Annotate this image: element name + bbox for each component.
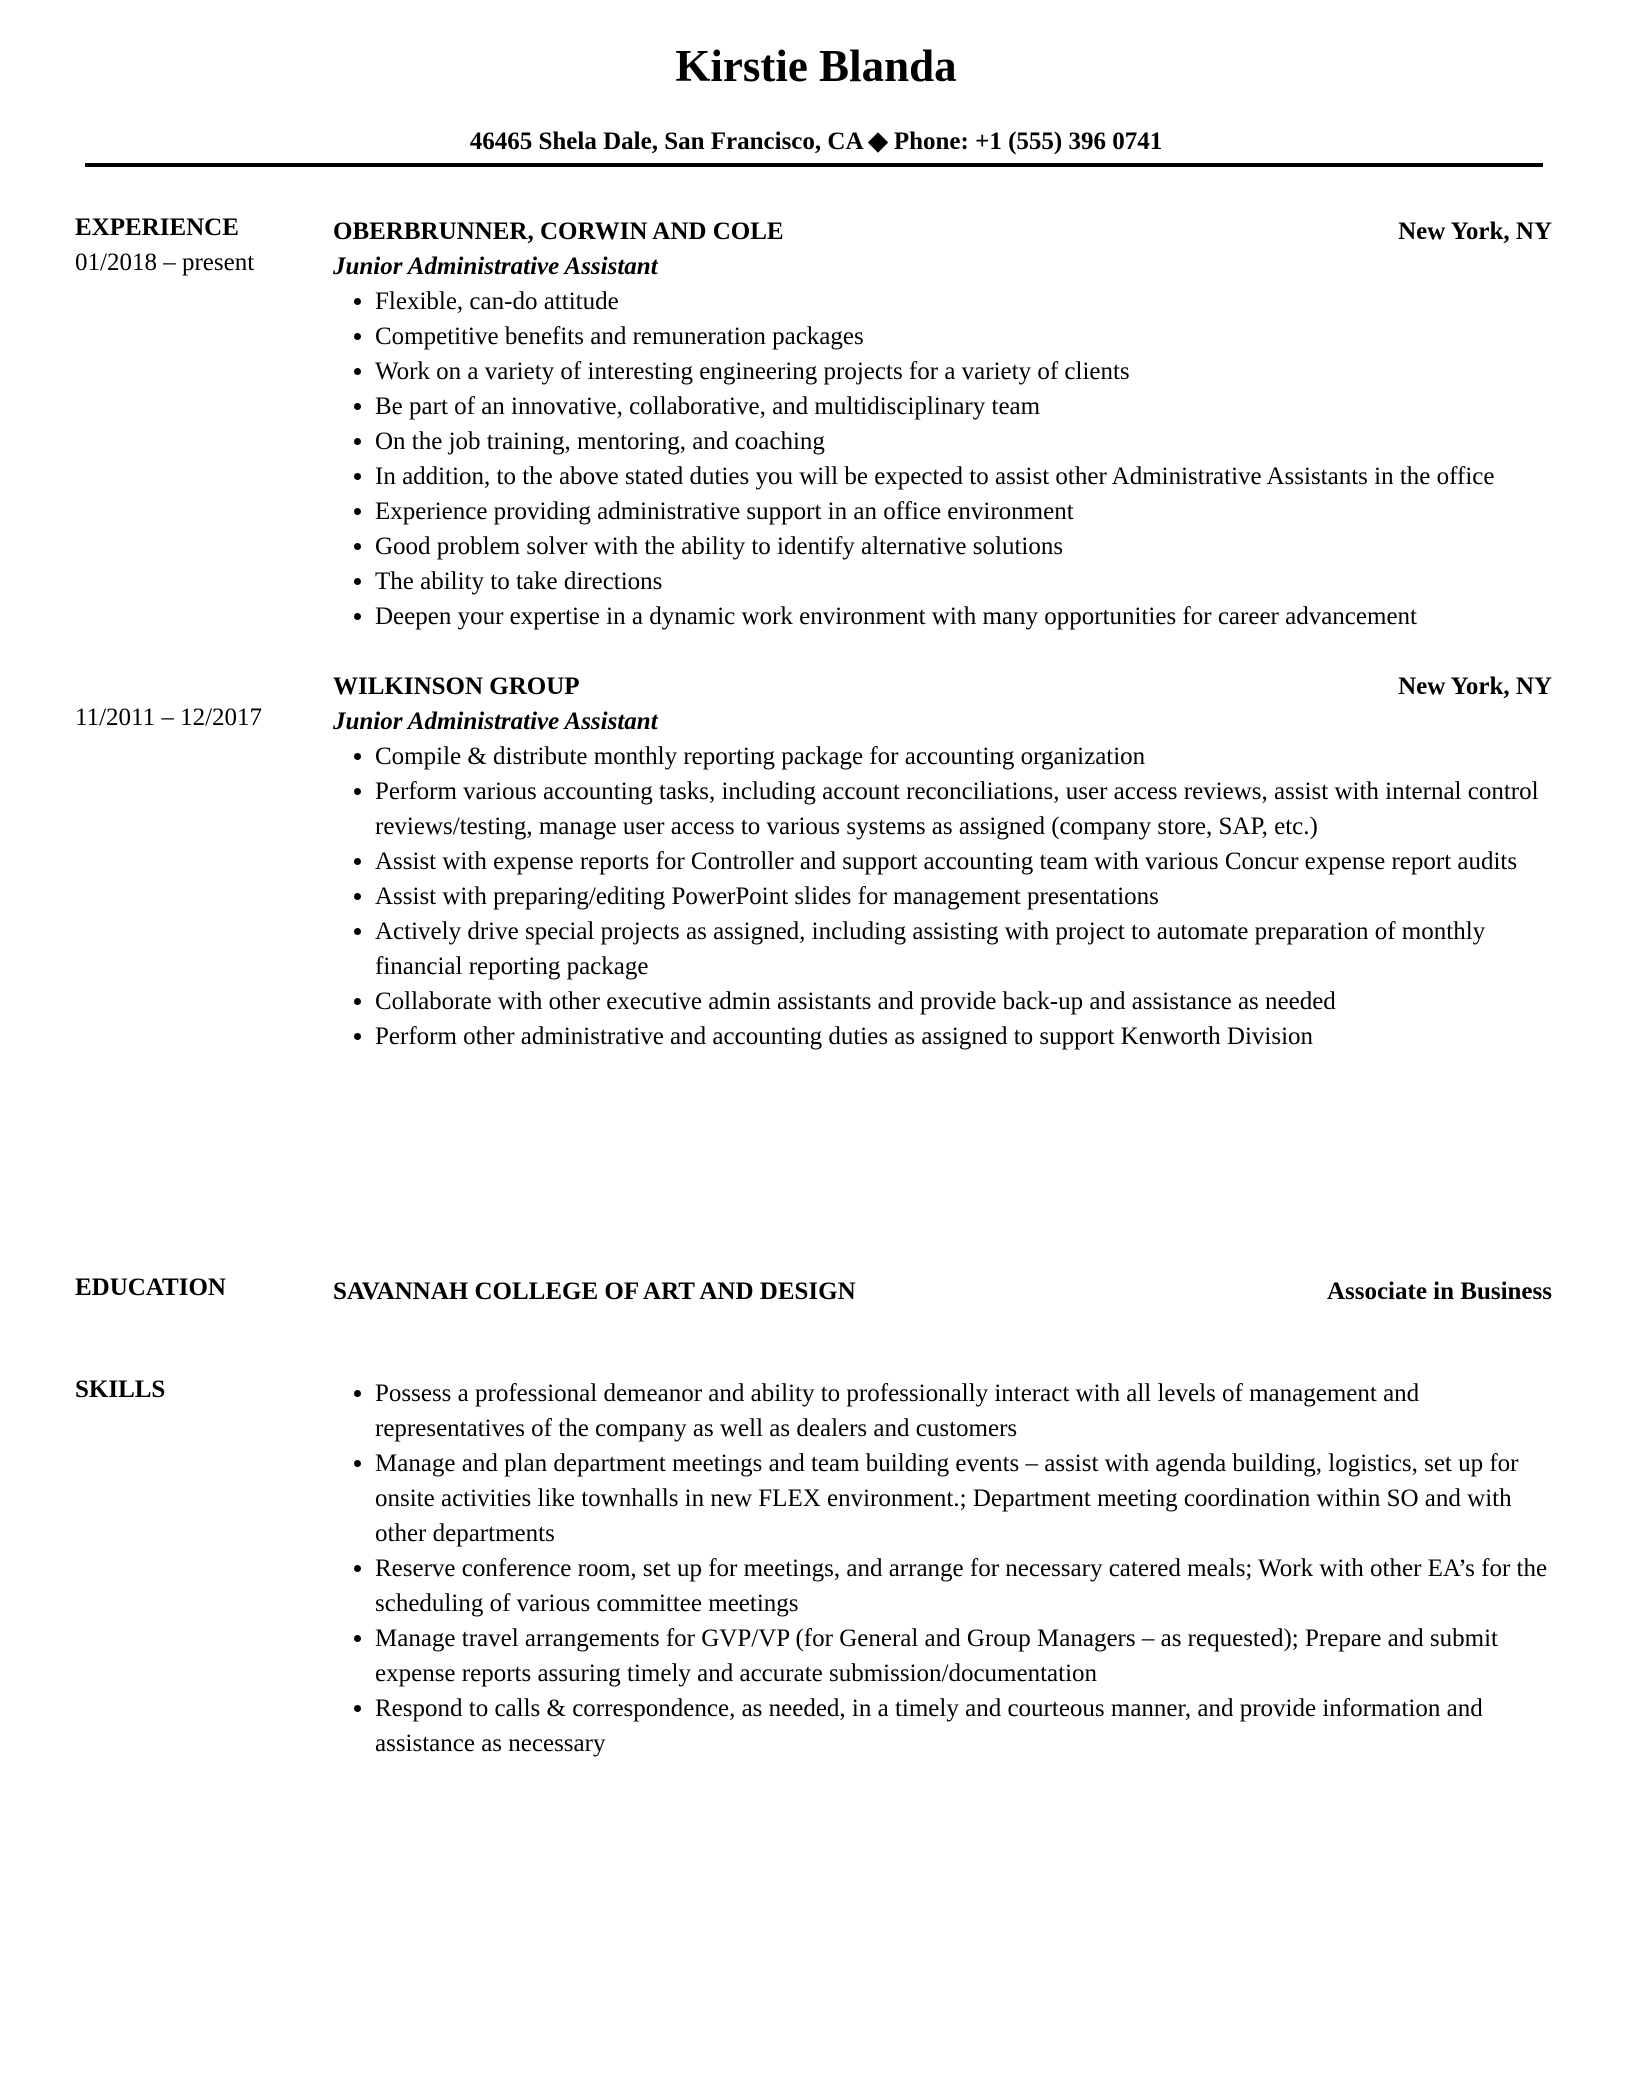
company-name: WILKINSON GROUP [333, 673, 580, 700]
bullet-item: • Competitive benefits and remuneration packages [375, 319, 1552, 354]
bullet-item: • Actively drive special projects as assigned, including assisting with project to automate preparation of monthly financial reporting package [375, 914, 1552, 984]
bullet-item: • Good problem solver with the ability to identify alternative solutions [375, 529, 1552, 564]
experience-entry [75, 214, 1552, 634]
section-label: EXPERIENCE [75, 214, 239, 241]
degree: Associate in Business [1326, 1278, 1552, 1305]
company-name: OBERBRUNNER, CORWIN AND COLE [333, 218, 784, 245]
candidate-name: Kirstie Blanda [675, 41, 957, 91]
bullet-item: • Work on a variety of interesting engineering projects for a variety of clients [375, 354, 1552, 389]
bullet-item: • Deepen your expertise in a dynamic work environment with many opportunities for career advancement [375, 599, 1552, 634]
contact-info: 46465 Shela Dale, San Francisco, CA ◆ Phone: +1 (555) 396 0741 [469, 128, 1163, 155]
bullet-item: • Perform various accounting tasks, including account reconciliations, user access reviews, assist with internal control reviews/testing, manage user access to various systems as assigned (company store, SAP, etc.) [375, 774, 1552, 844]
skills-list [333, 1376, 1552, 1761]
section-label: SKILLS [75, 1376, 166, 1403]
bullet-item: • The ability to take directions [375, 564, 1552, 599]
bullet-item: • Possess a professional demeanor and ability to professionally interact with all levels of management and representatives of the company as well as dealers and customers [375, 1376, 1552, 1446]
bullet-item: • Flexible, can-do attitude [375, 284, 1552, 319]
entry-dates: 11/2011 – 12/2017 [75, 704, 263, 731]
bullet-item: • Perform other administrative and accounting duties as assigned to support Kenworth Division [375, 1019, 1552, 1054]
bullet-item: • Assist with preparing/editing PowerPoint slides for management presentations [375, 879, 1552, 914]
bullet-item: • On the job training, mentoring, and coaching [375, 424, 1552, 459]
bullet-item: • Experience providing administrative support in an office environment [375, 494, 1552, 529]
skills-section [75, 1376, 1552, 1761]
education-section [75, 1274, 1552, 1309]
bullet-list [333, 739, 1552, 1054]
bullet-item: • Collaborate with other executive admin assistants and provide back-up and assistance as needed [375, 984, 1552, 1019]
header-divider [85, 163, 1543, 167]
bullet-item: • In addition, to the above stated duties you will be expected to assist other Administrative Assistants in the office [375, 459, 1552, 494]
job-title: Junior Administrative Assistant [333, 708, 658, 735]
section-label: EDUCATION [75, 1274, 226, 1301]
bullet-item: • Reserve conference room, set up for meetings, and arrange for necessary catered meals; Work with other EA’s for the scheduling of various committee meetings [375, 1551, 1552, 1621]
company-location: New York, NY [1398, 673, 1552, 700]
experience-section [75, 214, 1552, 1054]
bullet-item: • Respond to calls & correspondence, as needed, in a timely and courteous manner, and provide information and assistance as necessary [375, 1691, 1552, 1761]
school-name: SAVANNAH COLLEGE OF ART AND DESIGN [333, 1278, 856, 1305]
bullet-item: • Assist with expense reports for Controller and support accounting team with various Concur expense report audits [375, 844, 1552, 879]
bullet-item: • Manage travel arrangements for GVP/VP (for General and Group Managers – as requested); Prepare and submit expense reports assuring timely and accurate submission/documentation [375, 1621, 1552, 1691]
entry-dates: 01/2018 – present [75, 249, 255, 276]
bullet-list [333, 284, 1552, 634]
experience-entry [75, 669, 1552, 1054]
company-location: New York, NY [1398, 218, 1552, 245]
bullet-item: • Be part of an innovative, collaborative, and multidisciplinary team [375, 389, 1552, 424]
job-title: Junior Administrative Assistant [333, 253, 658, 280]
bullet-item: • Manage and plan department meetings and team building events – assist with agenda building, logistics, set up for onsite activities like townhalls in new FLEX environment.; Department meeting coordination within SO and with other departments [375, 1446, 1552, 1551]
bullet-item: • Compile & distribute monthly reporting package for accounting organization [375, 739, 1552, 774]
